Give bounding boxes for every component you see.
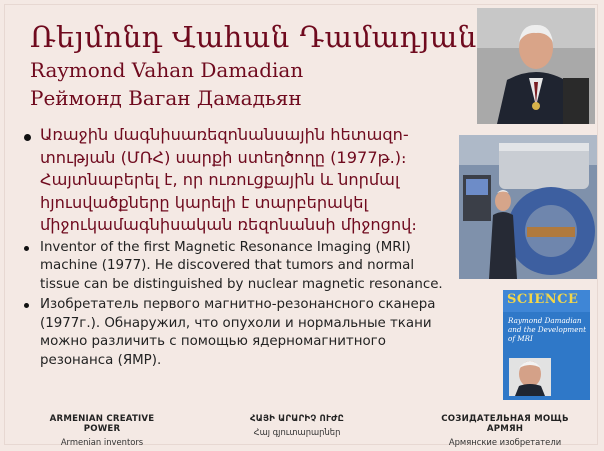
footer-middle-subtitle: Հայ գյուտարարներ (253, 427, 341, 437)
bullet-dot (24, 303, 29, 308)
footer-left-title: ARMENIAN CREATIVE POWER (49, 414, 155, 434)
footer-left-subtitle: Armenian inventors (60, 437, 144, 447)
bullet-english-text: Inventor of the first Magnetic Resonance Imaging (MRI) machine (1977). He discovered that tumors and normal tissue can be distinguished by nuclear magnetic resonance. (40, 239, 443, 292)
mri-machine-photo (459, 135, 597, 279)
title-english: Raymond Vahan Damadian (30, 58, 304, 82)
footer-middle-title: ՀԱՅԻ ԱՐԱՐԻՉ ՈՒԺԸ (249, 414, 345, 424)
footer-right (430, 414, 580, 447)
magazine-headline: Raymond Damadian and the Development of MRI (508, 316, 586, 343)
magazine-masthead: SCIENCE (507, 292, 579, 307)
portrait-illustration (477, 8, 595, 124)
bullet-russian-text: Изобретатель первого магнитно-резонансного сканера (1977г.). Обнаружил, что опухоли и нормальные ткани можно различить с помощью ядерномагнитного резонанса (ЯМР). (40, 297, 436, 369)
footer (0, 414, 604, 446)
mri-illustration (459, 135, 597, 279)
portrait-photo (477, 8, 595, 124)
bullet-russian (20, 296, 450, 370)
bullet-list (20, 124, 450, 373)
bullet-armenian-text: Առաջին մագնիսառեզոնանսային հետազո-տության (ՄՌՀ) սարքի ստեղծողը (1977թ.)։ Հայտնաբերել է, որ ուռուցքային և նորմալ հյուսվածքները կարելի է տարբերակել միջուկամագնիսական ռեզոնանսի միջոցով։ (40, 125, 417, 234)
title-russian: Реймонд Ваган Дамадьян (30, 86, 302, 110)
footer-right-subtitle: Армянские изобретатели (448, 437, 562, 447)
magazine-cover (503, 290, 590, 400)
bullet-english (20, 239, 450, 295)
footer-middle (232, 414, 362, 437)
footer-right-title: СОЗИДАТЕЛЬНАЯ МОЩЬ АРМЯН (441, 414, 569, 434)
footer-left (32, 414, 172, 447)
bullet-armenian (20, 124, 450, 237)
bullet-dot (24, 134, 31, 141)
bullet-dot (24, 246, 29, 251)
title-armenian: Ռեյմոնդ Վահան Դամադյան (30, 20, 477, 54)
